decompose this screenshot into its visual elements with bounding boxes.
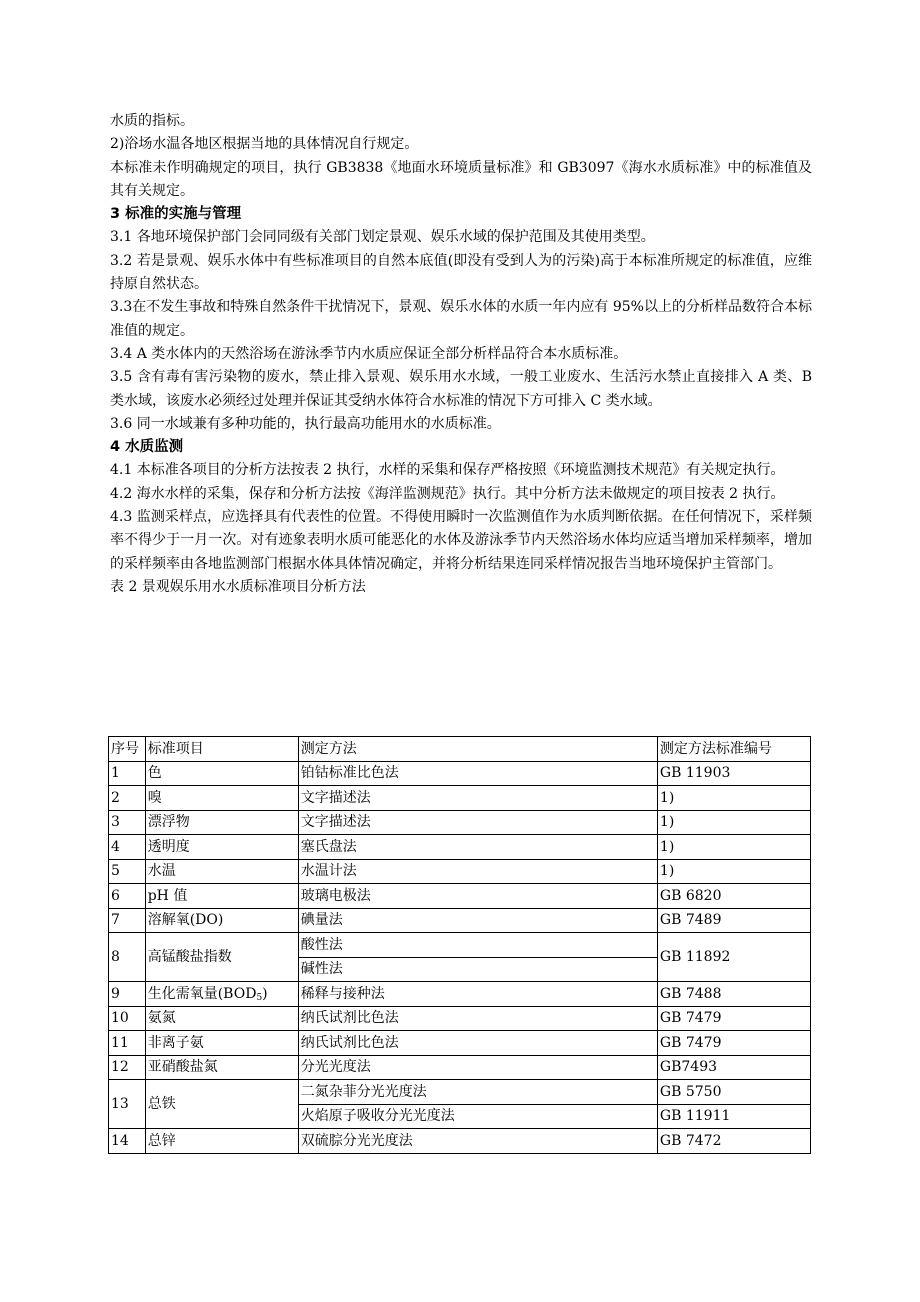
row-number: 12 xyxy=(109,1055,146,1080)
row-item-text: 非离子氨 xyxy=(147,1034,204,1051)
body-paragraph: 水质的指标。 xyxy=(110,113,194,129)
table-row xyxy=(109,908,811,933)
row-number: 14 xyxy=(109,1129,146,1154)
header-cell-no: 序号 xyxy=(109,737,146,762)
row-number: 3 xyxy=(109,810,146,835)
table-row xyxy=(109,1006,811,1031)
section-heading: 3 标准的实施与管理 xyxy=(110,206,242,223)
row-code: 1) xyxy=(657,810,810,835)
row-item-text: 水温 xyxy=(147,863,176,880)
row-code: GB 11892 xyxy=(657,933,810,982)
row-item xyxy=(145,1031,298,1056)
row-item xyxy=(145,908,298,933)
body-paragraph: 3.4 A 类水体内的天然浴场在游泳季节内水质应保证全部分析样品符合本水质标准。 xyxy=(110,345,628,362)
body-paragraph: 4.3 监测采样点，应选择具有代表性的位置。不得使用瞬时一次监测值作为水质判断依据。在任何情况下，采样频率不得少于一月一次。对有迹象表明水质可能恶化的水体及游泳季节内天然浴场水体均应适当增加采样频率，增加的采样频率由各地监测部门根据水体具体情况确定，并将分析结果连同采样情况报告当地环境保护主管部门。 xyxy=(110,509,812,572)
row-item-text: 总铁 xyxy=(147,1096,176,1112)
table-row xyxy=(109,933,811,958)
row-method: 玻璃电极法 xyxy=(298,884,657,909)
row-item xyxy=(145,1129,298,1154)
row-item-text: 透明度 xyxy=(147,838,190,855)
row-item-text: 嗅 xyxy=(147,789,162,806)
section-heading: 4 水质监测 xyxy=(110,439,184,456)
row-method: 文字描述法 xyxy=(298,786,657,811)
row-item xyxy=(145,1006,298,1031)
row-method: 碘量法 xyxy=(298,908,657,933)
row-item xyxy=(145,761,298,786)
row-method: 碱性法 xyxy=(298,957,657,982)
table-row xyxy=(109,859,811,884)
table-row xyxy=(109,761,811,786)
table-row xyxy=(109,1129,811,1154)
row-item xyxy=(145,1080,298,1129)
row-item xyxy=(145,933,298,982)
row-item xyxy=(145,1055,298,1080)
body-paragraph: 3.2 若是景观、娱乐水体中有些标准项目的自然本底值(即没有受到人为的污染)高于本标准所规定的标准值，应维持原自然状态。 xyxy=(110,252,812,293)
analysis-methods-table xyxy=(108,736,811,1154)
row-item xyxy=(145,835,298,860)
body-paragraph: 3.3在不发生事故和特殊自然条件干扰情况下，景观、娱乐水体的水质一年内应有 95%以上的分析样品数符合本标准值的规定。 xyxy=(110,299,812,339)
body-paragraph: 3.5 含有毒有害污染物的废水，禁止排入景观、娱乐用水水域，一般工业废水、生活污水禁止直接排入 A 类、B 类水域，该废水必须经过处理并保证其受纳水体符合水标准的情况下方可排入 C 类水域。 xyxy=(110,369,812,409)
row-code: GB 5750 xyxy=(657,1080,810,1105)
row-number: 6 xyxy=(109,884,146,909)
row-method: 纳氏试剂比色法 xyxy=(298,1006,657,1031)
row-number: 2 xyxy=(109,786,146,811)
row-number: 1 xyxy=(109,761,146,786)
row-item xyxy=(145,810,298,835)
row-item-text: 高锰酸盐指数 xyxy=(147,949,232,965)
table-row xyxy=(109,786,811,811)
table-row xyxy=(109,1055,811,1080)
row-method: 双硫腙分光光度法 xyxy=(298,1129,657,1154)
row-item-text: 溶解氧(DO) xyxy=(147,912,224,929)
row-method: 纳氏试剂比色法 xyxy=(298,1031,657,1056)
body-paragraph: 4.1 本标准各项目的分析方法按表 2 执行，水样的采集和保存严格按照《环境监测技术规范》有关规定执行。 xyxy=(110,462,785,479)
row-item-text: 亚硝酸盐氮 xyxy=(147,1059,218,1076)
row-code: GB7493 xyxy=(657,1055,810,1080)
row-item xyxy=(145,786,298,811)
row-item-tail: ) xyxy=(262,985,268,1002)
row-code: GB 11911 xyxy=(657,1104,810,1129)
row-number: 4 xyxy=(109,835,146,860)
row-code: 1) xyxy=(657,835,810,860)
row-method: 二氮杂菲分光光度法 xyxy=(298,1080,657,1105)
row-item-text: 总锌 xyxy=(147,1132,176,1149)
header-cell-method: 测定方法 xyxy=(298,737,657,762)
row-number: 11 xyxy=(109,1031,146,1056)
table-row xyxy=(109,1031,811,1056)
row-number: 9 xyxy=(109,982,146,1007)
row-number: 10 xyxy=(109,1006,146,1031)
row-item-text: 氨氮 xyxy=(147,1010,176,1027)
row-code: GB 7488 xyxy=(657,982,810,1007)
row-code: GB 7472 xyxy=(657,1129,810,1154)
row-item-text: 漂浮物 xyxy=(147,814,190,831)
row-method: 水温计法 xyxy=(298,859,657,884)
header-cell-item: 标准项目 xyxy=(145,737,298,762)
row-item-subscript: 5 xyxy=(256,992,263,1003)
row-method: 分光光度法 xyxy=(298,1055,657,1080)
row-method: 火焰原子吸收分光光度法 xyxy=(298,1104,657,1129)
body-paragraph: 4.2 海水水样的采集，保存和分析方法按《海洋监测规范》执行。其中分析方法未做规定的项目按表 2 执行。 xyxy=(110,485,785,502)
row-item xyxy=(145,859,298,884)
row-number: 13 xyxy=(109,1080,146,1129)
row-item xyxy=(145,982,298,1007)
row-method: 稀释与接种法 xyxy=(298,982,657,1007)
table-header-row xyxy=(109,737,811,762)
body-paragraph: 本标准未作明确规定的项目，执行 GB3838《地面水环境质量标准》和 GB3097《海水水质标准》中的标准值及其有关规定。 xyxy=(110,159,812,199)
row-code: GB 11903 xyxy=(657,761,810,786)
row-number: 7 xyxy=(109,908,146,933)
table-row xyxy=(109,810,811,835)
row-number: 8 xyxy=(109,933,146,982)
row-method: 酸性法 xyxy=(298,933,657,958)
table-caption: 表 2 景观娱乐用水水质标准项目分析方法 xyxy=(110,578,366,595)
document-body xyxy=(110,110,812,599)
table-row xyxy=(109,884,811,909)
body-paragraph: 3.6 同一水域兼有多种功能的，执行最高功能用水的水质标准。 xyxy=(110,415,501,432)
row-code: 1) xyxy=(657,859,810,884)
row-number: 5 xyxy=(109,859,146,884)
row-method: 铂钴标准比色法 xyxy=(298,761,657,786)
row-code: GB 7479 xyxy=(657,1031,810,1056)
row-code: 1) xyxy=(657,786,810,811)
body-paragraph: 2)浴场水温各地区根据当地的具体情况自行规定。 xyxy=(110,136,419,153)
row-item-text: 生化需氧量(BOD xyxy=(147,985,257,1002)
row-code: GB 7489 xyxy=(657,908,810,933)
row-item-text: pH 值 xyxy=(147,887,188,904)
row-code: GB 6820 xyxy=(657,884,810,909)
table-row xyxy=(109,835,811,860)
table-row xyxy=(109,982,811,1007)
body-paragraph: 3.1 各地环境保护部门会同同级有关部门划定景观、娱乐水域的保护范围及其使用类型。 xyxy=(110,229,655,246)
row-method: 塞氏盘法 xyxy=(298,835,657,860)
row-method: 文字描述法 xyxy=(298,810,657,835)
table-row xyxy=(109,1080,811,1105)
row-item xyxy=(145,884,298,909)
header-cell-code: 测定方法标准编号 xyxy=(657,737,810,762)
row-code: GB 7479 xyxy=(657,1006,810,1031)
row-item-text: 色 xyxy=(147,765,162,782)
